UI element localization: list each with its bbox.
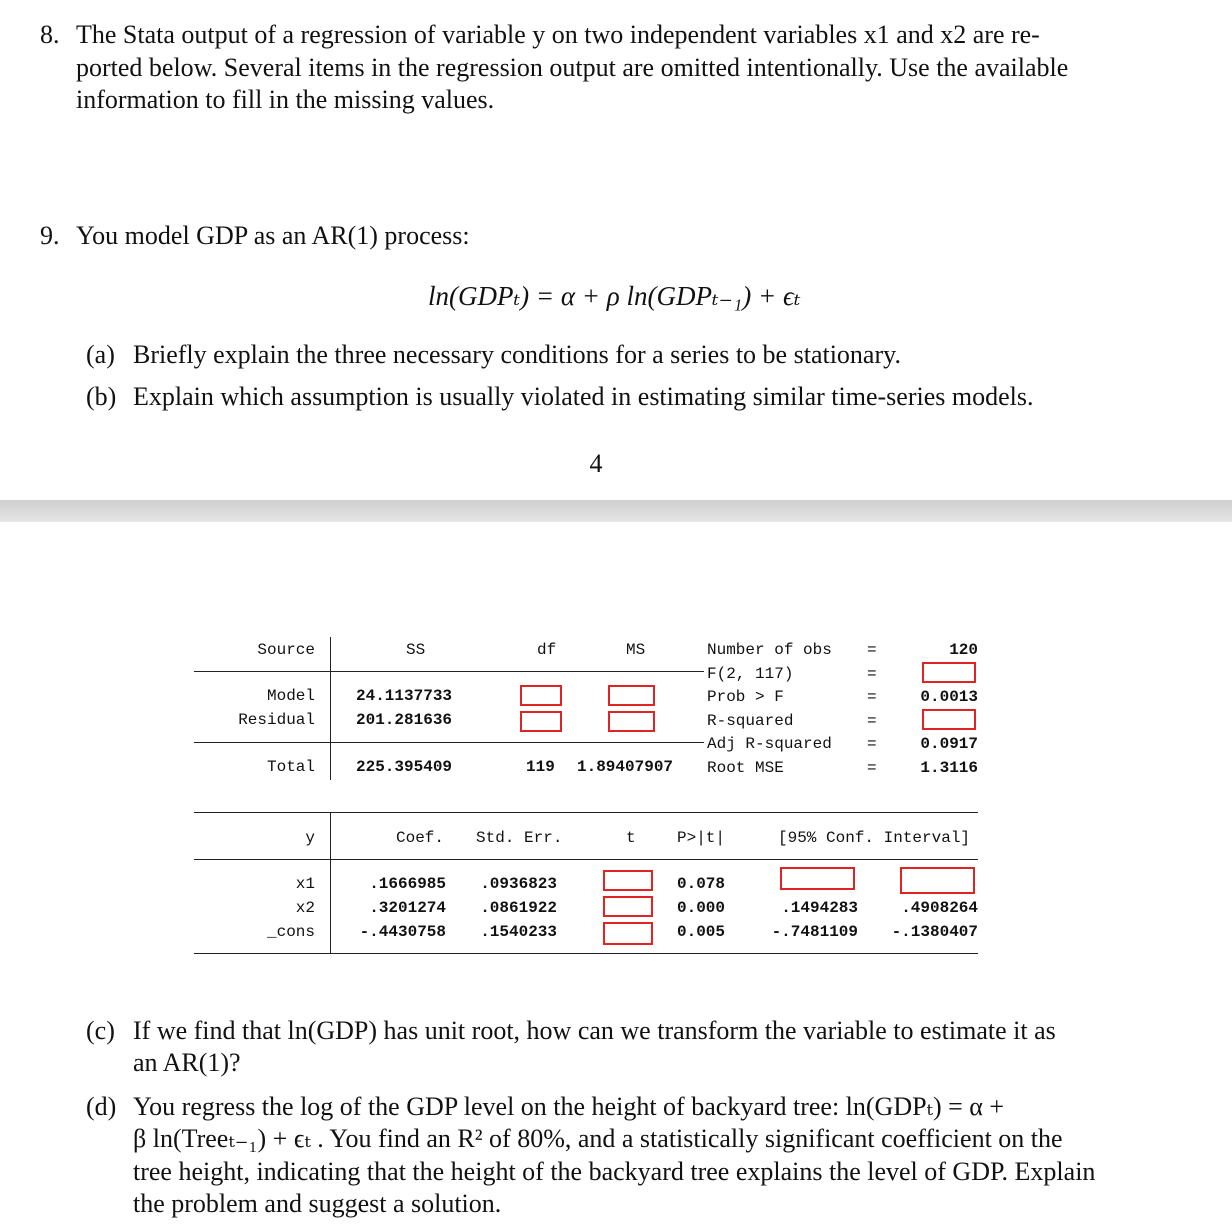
q8-line-1: The Stata output of a regression of variable y on two independent variables x1 and x2 are re- [76,20,1040,49]
se-cons: .1540233 [480,923,557,941]
ms-residual-missing-box[interactable] [608,711,655,732]
stat-nobs: 120 [949,641,978,659]
t-x1-missing-box[interactable] [603,870,653,891]
q9-number: 9. [40,221,60,250]
f-stat-missing-box[interactable] [922,662,976,683]
coef-divider [330,812,331,954]
stat-rmse: 1.3116 [920,759,978,777]
q9a-label: (a) [86,340,115,369]
var-x2: x2 [295,899,315,917]
ci-high-cons: -.1380407 [891,923,978,941]
coef-header-y: y [305,829,315,847]
stat-eq-2: = [867,665,877,683]
ms-total: 1.89407907 [577,758,674,776]
q8-number: 8. [40,20,60,49]
df-model-missing-box[interactable] [520,685,562,706]
anova-header-rule [194,671,704,672]
q9b-text: Explain which assumption is usually violated in estimating similar time-series models. [133,382,1034,411]
q9d-line-3: tree height, indicating that the height of the backyard tree explains the level of GDP. Explain [133,1157,1096,1186]
row-label-total: Total [266,758,315,776]
r-squared-missing-box[interactable] [922,709,976,730]
se-x2: .0861922 [480,899,557,917]
q9d-line-1: You regress the log of the GDP level on the height of backyard tree: ln(GDPₜ) = α + [133,1092,1005,1121]
p-cons: 0.005 [677,923,726,941]
coef-header-t: t [626,829,636,847]
q9b-label: (b) [86,382,117,411]
header-ms: MS [626,641,646,659]
q9d-label: (d) [86,1092,117,1121]
coef-header-rule [194,859,978,860]
coef-x2: .3201274 [369,899,446,917]
df-total: 119 [526,758,555,776]
anova-total-rule [194,742,704,743]
t-x2-missing-box[interactable] [603,896,653,917]
stat-label-adjr2: Adj R-squared [707,735,832,753]
t-cons-missing-box[interactable] [603,922,653,945]
coef-cons: -.4430758 [359,923,446,941]
stat-label-f: F(2, 117) [707,665,794,683]
ar1-equation: ln(GDPₜ) = α + ρ ln(GDPₜ₋₁) + ϵₜ [428,281,801,311]
header-source: Source [257,641,315,659]
ci-low-x1-missing-box[interactable] [780,867,855,890]
var-x1: x1 [295,875,315,893]
coef-bottom-rule [194,953,978,954]
ss-model: 24.1137733 [356,687,453,705]
coef-header-p: P>|t| [677,829,726,847]
ss-residual: 201.281636 [356,711,453,729]
stat-label-rmse: Root MSE [707,759,784,777]
row-label-residual: Residual [238,711,315,729]
q9c-label: (c) [86,1016,115,1045]
ci-high-x1-missing-box[interactable] [900,867,975,894]
stat-eq-3: = [867,688,877,706]
header-df: df [537,641,557,659]
coef-top-rule [194,812,978,813]
ci-low-cons: -.7481109 [771,923,858,941]
header-ss: SS [406,641,426,659]
q9a-text: Briefly explain the three necessary conditions for a series to be stationary. [133,340,901,369]
stat-eq-4: = [867,712,877,730]
df-residual-missing-box[interactable] [520,711,562,732]
se-x1: .0936823 [480,875,557,893]
page-separator [0,500,1232,522]
anova-divider [330,637,331,780]
ci-low-x2: .1494283 [781,899,858,917]
p-x2: 0.000 [677,899,726,917]
q9d-line-4: the problem and suggest a solution. [133,1189,502,1218]
stat-eq-5: = [867,735,877,753]
coef-header-coef: Coef. [396,829,445,847]
stat-eq-1: = [867,641,877,659]
coef-x1: .1666985 [369,875,446,893]
ci-high-x2: .4908264 [901,899,978,917]
q9c-line-2: an AR(1)? [133,1048,241,1077]
var-cons: _cons [266,923,315,941]
q9d-line-2: β ln(Treeₜ₋₁) + ϵₜ . You find an R² of 80%, and a statistically significant coefficient on the [133,1124,1063,1153]
q8-line-3: information to fill in the missing values. [76,85,495,114]
p-x1: 0.078 [677,875,726,893]
stat-label-nobs: Number of obs [707,641,832,659]
q9-intro: You model GDP as an AR(1) process: [76,221,470,250]
coef-header-ci: [95% Conf. Interval] [778,829,971,847]
stat-probf: 0.0013 [920,688,978,706]
page-number: 4 [589,449,603,478]
stat-label-probf: Prob > F [707,688,784,706]
q8-line-2: ported below. Several items in the regression output are omitted intentionally. Use the available [76,53,1069,82]
stat-label-r2: R-squared [707,712,794,730]
coef-header-se: Std. Err. [476,829,563,847]
row-label-model: Model [266,687,315,705]
ms-model-missing-box[interactable] [608,685,655,706]
stat-eq-6: = [867,759,877,777]
q9c-line-1: If we find that ln(GDP) has unit root, how can we transform the variable to estimate it as [133,1016,1056,1045]
ss-total: 225.395409 [356,758,453,776]
stat-adjr2: 0.0917 [920,735,978,753]
